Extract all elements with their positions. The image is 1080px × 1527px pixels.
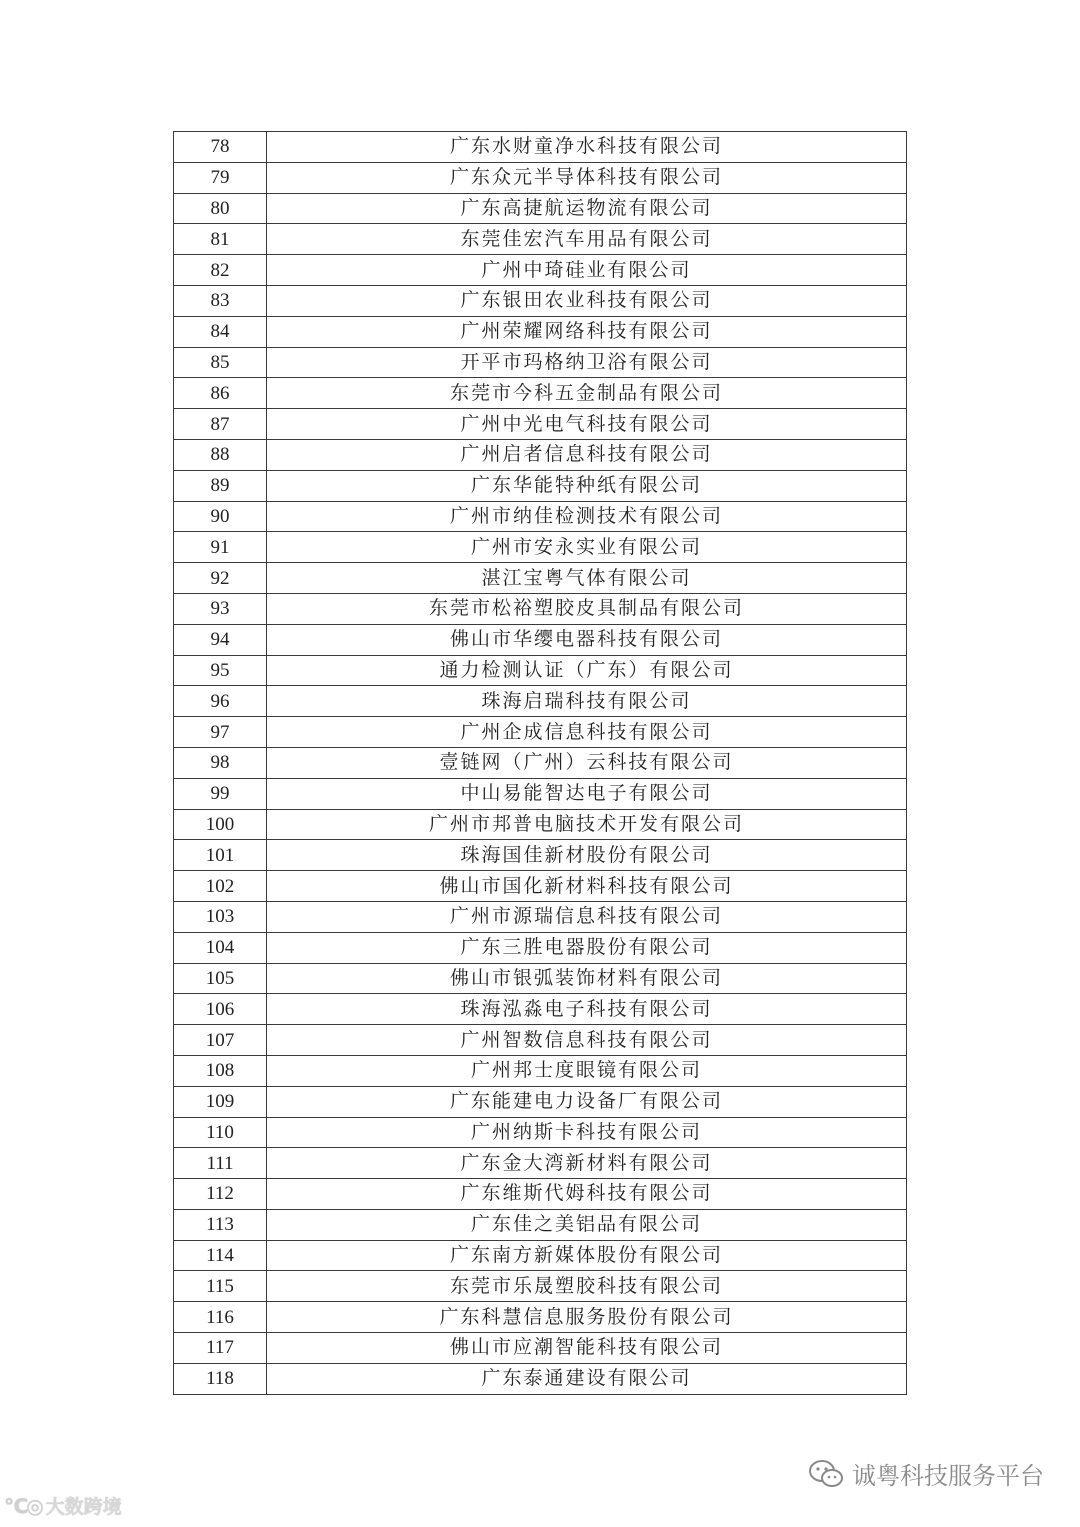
company-list-table <box>173 131 907 1395</box>
company-name: 广州市安永实业有限公司 <box>267 532 907 563</box>
row-number: 95 <box>174 655 267 686</box>
table-row <box>174 624 907 655</box>
table-row <box>174 378 907 409</box>
row-number: 100 <box>174 809 267 840</box>
table-row <box>174 809 907 840</box>
table-row <box>174 1179 907 1210</box>
company-name: 广州启者信息科技有限公司 <box>267 439 907 470</box>
company-name: 广州企成信息科技有限公司 <box>267 717 907 748</box>
row-number: 94 <box>174 624 267 655</box>
row-number: 79 <box>174 162 267 193</box>
table-row <box>174 1302 907 1333</box>
table-row <box>174 1240 907 1271</box>
company-name: 广州荣耀网络科技有限公司 <box>267 316 907 347</box>
camera-lens-logo-icon: ℃◎ <box>4 1493 42 1518</box>
company-name: 广东高捷航运物流有限公司 <box>267 193 907 224</box>
row-number: 97 <box>174 717 267 748</box>
table-row <box>174 316 907 347</box>
row-number: 115 <box>174 1271 267 1302</box>
company-name: 佛山市国化新材料科技有限公司 <box>267 871 907 902</box>
row-number: 91 <box>174 532 267 563</box>
company-name: 广东佳之美铝品有限公司 <box>267 1209 907 1240</box>
row-number: 105 <box>174 963 267 994</box>
table-row <box>174 255 907 286</box>
table-row <box>174 1209 907 1240</box>
account-name: 诚粤科技服务平台 <box>852 1462 1044 1490</box>
row-number: 87 <box>174 409 267 440</box>
company-name: 广州市邦普电脑技术开发有限公司 <box>267 809 907 840</box>
row-number: 118 <box>174 1363 267 1394</box>
row-number: 98 <box>174 747 267 778</box>
table-row <box>174 593 907 624</box>
company-name: 东莞市今科五金制品有限公司 <box>267 378 907 409</box>
row-number: 113 <box>174 1209 267 1240</box>
table-row <box>174 1025 907 1056</box>
company-name: 珠海泓淼电子科技有限公司 <box>267 994 907 1025</box>
table-row <box>174 132 907 163</box>
company-name: 通力检测认证（广东）有限公司 <box>267 655 907 686</box>
company-name: 广东泰通建设有限公司 <box>267 1363 907 1394</box>
table-row <box>174 501 907 532</box>
company-name: 佛山市银弧装饰材料有限公司 <box>267 963 907 994</box>
table-row <box>174 932 907 963</box>
company-name: 东莞佳宏汽车用品有限公司 <box>267 224 907 255</box>
company-name: 东莞市松裕塑胶皮具制品有限公司 <box>267 593 907 624</box>
row-number: 117 <box>174 1333 267 1364</box>
table-row <box>174 686 907 717</box>
table-row <box>174 747 907 778</box>
table-row <box>174 563 907 594</box>
company-name: 东莞市乐晟塑胶科技有限公司 <box>267 1271 907 1302</box>
company-name: 佛山市应潮智能科技有限公司 <box>267 1333 907 1364</box>
company-name: 广东三胜电器股份有限公司 <box>267 932 907 963</box>
row-number: 116 <box>174 1302 267 1333</box>
row-number: 82 <box>174 255 267 286</box>
row-number: 102 <box>174 871 267 902</box>
company-name: 广州中琦硅业有限公司 <box>267 255 907 286</box>
table-row <box>174 470 907 501</box>
row-number: 85 <box>174 347 267 378</box>
row-number: 80 <box>174 193 267 224</box>
row-number: 101 <box>174 840 267 871</box>
company-name: 广东水财童净水科技有限公司 <box>267 132 907 163</box>
watermark-left-text: 大数跨境 <box>45 1496 122 1518</box>
row-number: 89 <box>174 470 267 501</box>
row-number: 109 <box>174 1086 267 1117</box>
table-row <box>174 717 907 748</box>
company-name: 广东金大湾新材料有限公司 <box>267 1148 907 1179</box>
table-row <box>174 1271 907 1302</box>
company-name: 广州纳斯卡科技有限公司 <box>267 1117 907 1148</box>
wechat-icon <box>808 1459 844 1489</box>
row-number: 111 <box>174 1148 267 1179</box>
row-number: 84 <box>174 316 267 347</box>
row-number: 108 <box>174 1055 267 1086</box>
company-name: 广东维斯代姆科技有限公司 <box>267 1179 907 1210</box>
table-row <box>174 409 907 440</box>
company-name: 开平市玛格纳卫浴有限公司 <box>267 347 907 378</box>
table-body <box>174 132 907 1395</box>
company-name: 广州邦士度眼镜有限公司 <box>267 1055 907 1086</box>
company-name: 珠海国佳新材股份有限公司 <box>267 840 907 871</box>
company-name: 广州智数信息科技有限公司 <box>267 1025 907 1056</box>
table-row <box>174 1333 907 1364</box>
table-row <box>174 871 907 902</box>
table-row <box>174 901 907 932</box>
table-row <box>174 994 907 1025</box>
table-row <box>174 1086 907 1117</box>
row-number: 99 <box>174 778 267 809</box>
table-row <box>174 1148 907 1179</box>
company-name: 广州中光电气科技有限公司 <box>267 409 907 440</box>
table-row <box>174 439 907 470</box>
row-number: 92 <box>174 563 267 594</box>
company-name: 广东华能特种纸有限公司 <box>267 470 907 501</box>
company-name: 广东众元半导体科技有限公司 <box>267 162 907 193</box>
row-number: 106 <box>174 994 267 1025</box>
company-name: 广东科慧信息服务股份有限公司 <box>267 1302 907 1333</box>
table-row <box>174 655 907 686</box>
row-number: 114 <box>174 1240 267 1271</box>
watermark-left <box>4 1492 122 1519</box>
company-name: 湛江宝粤气体有限公司 <box>267 563 907 594</box>
row-number: 78 <box>174 132 267 163</box>
row-number: 110 <box>174 1117 267 1148</box>
company-name: 广州市纳佳检测技术有限公司 <box>267 501 907 532</box>
row-number: 86 <box>174 378 267 409</box>
company-name: 广东银田农业科技有限公司 <box>267 285 907 316</box>
row-number: 107 <box>174 1025 267 1056</box>
row-number: 96 <box>174 686 267 717</box>
row-number: 88 <box>174 439 267 470</box>
company-name: 广州市源瑞信息科技有限公司 <box>267 901 907 932</box>
row-number: 93 <box>174 593 267 624</box>
company-name: 壹链网（广州）云科技有限公司 <box>267 747 907 778</box>
row-number: 112 <box>174 1179 267 1210</box>
row-number: 103 <box>174 901 267 932</box>
row-number: 81 <box>174 224 267 255</box>
table-row <box>174 162 907 193</box>
row-number: 104 <box>174 932 267 963</box>
table-row <box>174 840 907 871</box>
account-watermark <box>808 1456 1044 1491</box>
table-row <box>174 285 907 316</box>
table-row <box>174 1055 907 1086</box>
company-name: 中山易能智达电子有限公司 <box>267 778 907 809</box>
row-number: 90 <box>174 501 267 532</box>
company-name: 珠海启瑞科技有限公司 <box>267 686 907 717</box>
table-row <box>174 963 907 994</box>
table-row <box>174 778 907 809</box>
table-row <box>174 1363 907 1394</box>
company-name: 佛山市华缨电器科技有限公司 <box>267 624 907 655</box>
table-row <box>174 532 907 563</box>
company-name: 广东能建电力设备厂有限公司 <box>267 1086 907 1117</box>
company-name: 广东南方新媒体股份有限公司 <box>267 1240 907 1271</box>
table-row <box>174 347 907 378</box>
table-row <box>174 193 907 224</box>
row-number: 83 <box>174 285 267 316</box>
table-row <box>174 1117 907 1148</box>
table-row <box>174 224 907 255</box>
